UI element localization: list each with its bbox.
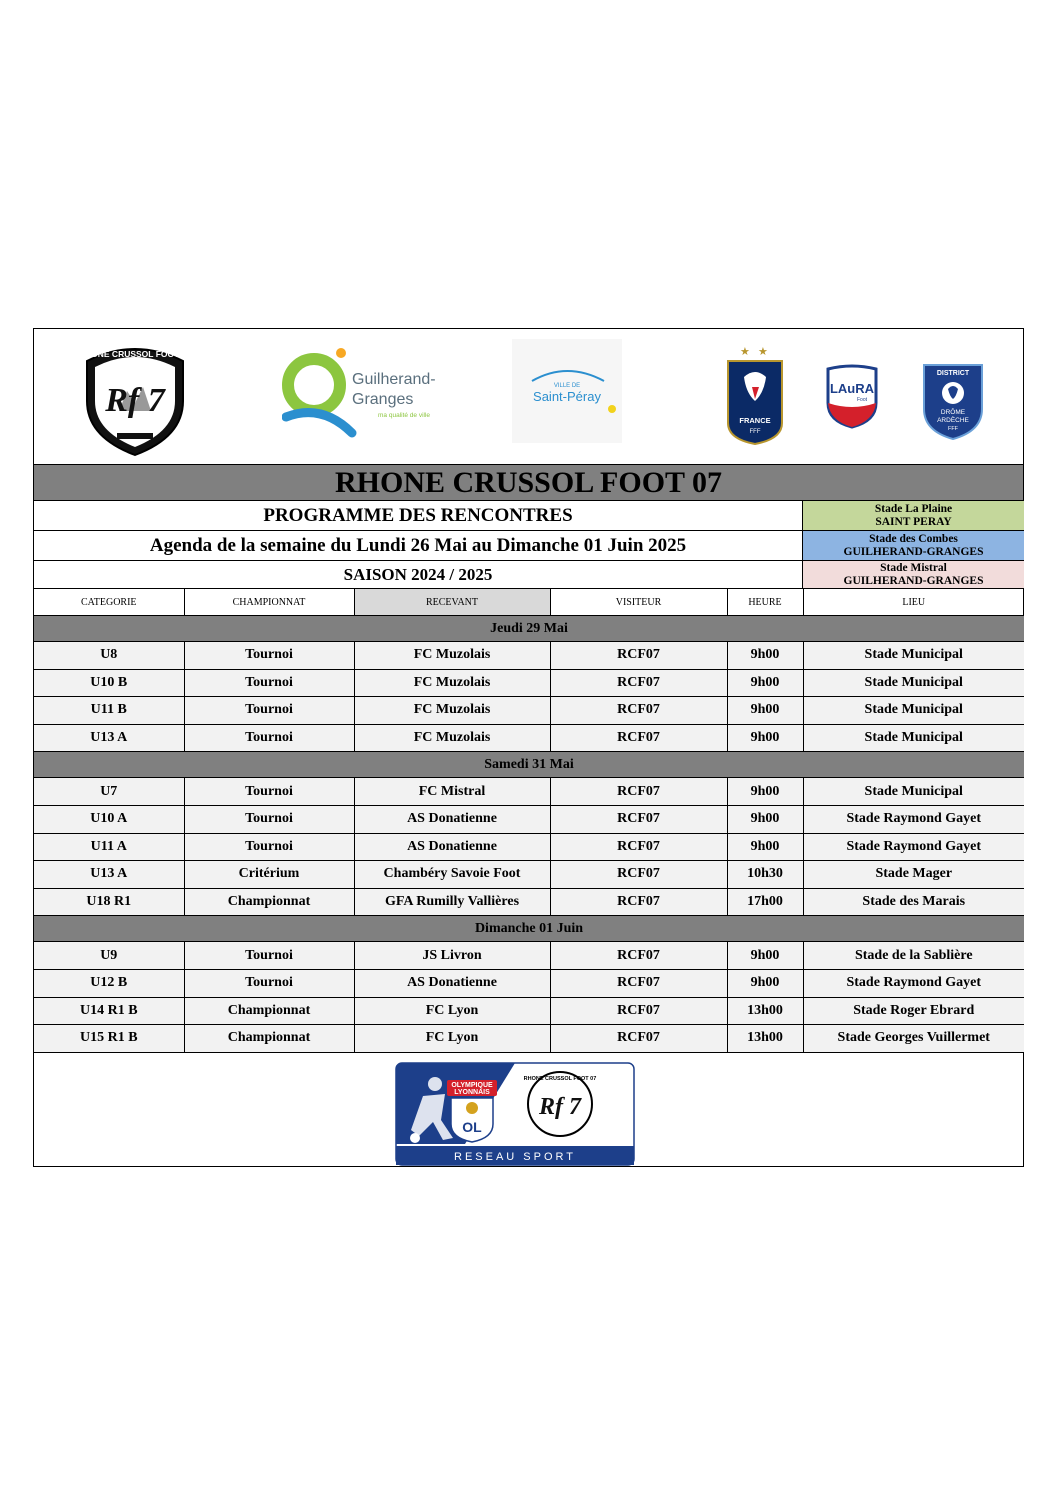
svg-text:OL: OL [462, 1119, 482, 1135]
match-lieu: Stade Mager [803, 861, 1024, 889]
match-visiteur: RCF07 [550, 997, 727, 1025]
col-header-heure: HEURE [727, 589, 803, 616]
match-championnat: Tournoi [184, 778, 354, 806]
match-categorie: U13 A [34, 724, 184, 752]
match-row [34, 888, 1024, 916]
svg-text:DRÔME: DRÔME [940, 409, 966, 416]
match-recevant: FC Muzolais [354, 642, 550, 670]
match-recevant: GFA Rumilly Vallières [354, 888, 550, 916]
svg-text:FRANCE: FRANCE [739, 416, 771, 425]
guilherand-granges-logo [282, 347, 462, 439]
match-visiteur: RCF07 [550, 833, 727, 861]
match-categorie: U7 [34, 778, 184, 806]
venue-name: Stade Mistral [880, 562, 947, 574]
match-recevant: FC Lyon [354, 1025, 550, 1053]
match-recevant: AS Donatienne [354, 833, 550, 861]
match-championnat: Tournoi [184, 942, 354, 970]
match-categorie: U10 B [34, 669, 184, 697]
laura-foot-logo [824, 363, 880, 429]
match-recevant: FC Muzolais [354, 724, 550, 752]
match-visiteur: RCF07 [550, 697, 727, 725]
match-lieu: Stade Raymond Gayet [803, 805, 1024, 833]
district-drome-ardeche-logo [918, 361, 988, 441]
club-title: RHONE CRUSSOL FOOT 07 [34, 464, 1023, 501]
day-label: Jeudi 29 Mai [34, 616, 1024, 642]
match-heure: 9h00 [727, 724, 803, 752]
match-row [34, 778, 1024, 806]
match-heure: 9h00 [727, 778, 803, 806]
match-recevant: Chambéry Savoie Foot [354, 861, 550, 889]
schedule-table [34, 589, 1024, 1053]
programme-heading: PROGRAMME DES RENCONTRES [34, 501, 803, 531]
match-row [34, 997, 1024, 1025]
svg-text:ma qualité de ville: ma qualité de ville [378, 412, 431, 419]
venue-city: GUILHERAND-GRANGES [843, 546, 984, 558]
col-header-championnat: CHAMPIONNAT [184, 589, 354, 616]
match-categorie: U9 [34, 942, 184, 970]
col-header-categorie: CATEGORIE [34, 589, 184, 616]
match-heure: 9h00 [727, 805, 803, 833]
day-label: Dimanche 01 Juin [34, 916, 1024, 942]
svg-text:Saint-Péray: Saint-Péray [533, 389, 601, 404]
match-visiteur: RCF07 [550, 724, 727, 752]
match-visiteur: RCF07 [550, 1025, 727, 1053]
match-lieu: Stade de la Sablière [803, 942, 1024, 970]
match-visiteur: RCF07 [550, 861, 727, 889]
match-heure: 9h00 [727, 669, 803, 697]
match-championnat: Tournoi [184, 969, 354, 997]
svg-text:★: ★ [758, 346, 768, 358]
match-categorie: U15 R1 B [34, 1025, 184, 1053]
venue-name: Stade des Combes [869, 533, 958, 545]
match-championnat: Championnat [184, 1025, 354, 1053]
svg-text:FFF: FFF [749, 429, 761, 435]
match-lieu: Stade Raymond Gayet [803, 833, 1024, 861]
match-categorie: U12 B [34, 969, 184, 997]
match-lieu: Stade des Marais [803, 888, 1024, 916]
fff-france-crest-logo [724, 343, 786, 445]
match-heure: 9h00 [727, 969, 803, 997]
match-championnat: Tournoi [184, 642, 354, 670]
ol-reseau-sport-logo [395, 1062, 635, 1166]
col-header-recevant: RECEVANT [354, 589, 550, 616]
match-lieu: Stade Municipal [803, 724, 1024, 752]
agenda-heading: Agenda de la semaine du Lundi 26 Mai au Dimanche 01 Juin 2025 [34, 531, 803, 561]
venue-legend-combes [803, 531, 1024, 561]
svg-text:DISTRICT: DISTRICT [936, 370, 970, 377]
venue-city: SAINT PERAY [875, 516, 952, 528]
svg-text:LYONNAIS: LYONNAIS [454, 1089, 490, 1096]
match-heure: 13h00 [727, 1025, 803, 1053]
match-championnat: Tournoi [184, 724, 354, 752]
day-header-row [34, 916, 1024, 942]
match-categorie: U8 [34, 642, 184, 670]
match-row [34, 861, 1024, 889]
match-recevant: FC Lyon [354, 997, 550, 1025]
match-categorie: U14 R1 B [34, 997, 184, 1025]
match-recevant: AS Donatienne [354, 805, 550, 833]
svg-text:Rf 7: Rf 7 [539, 1094, 581, 1120]
day-header-row [34, 752, 1024, 778]
svg-text:LAuRA: LAuRA [829, 381, 875, 396]
svg-text:Rf 7: Rf 7 [105, 382, 165, 419]
svg-text:RHÔNE CRUSSOL FOOT 07: RHÔNE CRUSSOL FOOT 07 [79, 349, 191, 359]
match-recevant: JS Livron [354, 942, 550, 970]
venue-legend-la-plaine [803, 501, 1024, 531]
match-championnat: Championnat [184, 888, 354, 916]
match-categorie: U13 A [34, 861, 184, 889]
col-header-lieu: LIEU [803, 589, 1024, 616]
match-lieu: Stade Roger Ebrard [803, 997, 1024, 1025]
match-row [34, 642, 1024, 670]
match-visiteur: RCF07 [550, 805, 727, 833]
svg-text:RESEAU SPORT: RESEAU SPORT [454, 1151, 576, 1163]
match-lieu: Stade Municipal [803, 669, 1024, 697]
match-row [34, 697, 1024, 725]
day-label: Samedi 31 Mai [34, 752, 1024, 778]
match-championnat: Tournoi [184, 833, 354, 861]
day-header-row [34, 616, 1024, 642]
venue-legend-mistral [803, 561, 1024, 589]
match-lieu: Stade Municipal [803, 642, 1024, 670]
svg-text:★: ★ [740, 346, 750, 358]
svg-text:VILLE DE: VILLE DE [553, 383, 581, 389]
match-visiteur: RCF07 [550, 669, 727, 697]
match-row [34, 669, 1024, 697]
match-recevant: FC Muzolais [354, 669, 550, 697]
schedule-sheet [33, 328, 1024, 1167]
match-recevant: FC Muzolais [354, 697, 550, 725]
saint-peray-logo [512, 339, 622, 443]
logo-strip [34, 329, 1023, 464]
match-row [34, 805, 1024, 833]
match-heure: 9h00 [727, 697, 803, 725]
saison-heading: SAISON 2024 / 2025 [34, 561, 803, 589]
match-categorie: U11 A [34, 833, 184, 861]
match-visiteur: RCF07 [550, 969, 727, 997]
match-recevant: FC Mistral [354, 778, 550, 806]
venue-city: GUILHERAND-GRANGES [843, 575, 984, 587]
match-heure: 9h00 [727, 642, 803, 670]
match-categorie: U10 A [34, 805, 184, 833]
match-heure: 17h00 [727, 888, 803, 916]
match-recevant: AS Donatienne [354, 969, 550, 997]
venue-name: Stade La Plaine [874, 503, 953, 515]
match-row [34, 942, 1024, 970]
svg-text:OLYMPIQUE: OLYMPIQUE [451, 1082, 493, 1089]
match-lieu: Stade Municipal [803, 697, 1024, 725]
match-lieu: Stade Georges Vuillermet [803, 1025, 1024, 1053]
match-visiteur: RCF07 [550, 942, 727, 970]
match-row [34, 833, 1024, 861]
match-row [34, 724, 1024, 752]
match-championnat: Tournoi [184, 669, 354, 697]
match-championnat: Tournoi [184, 697, 354, 725]
match-heure: 9h00 [727, 942, 803, 970]
svg-text:Foot: Foot [856, 397, 868, 403]
svg-text:RHONE CRUSSOL FOOT 07: RHONE CRUSSOL FOOT 07 [523, 1076, 597, 1082]
match-categorie: U11 B [34, 697, 184, 725]
match-heure: 10h30 [727, 861, 803, 889]
svg-text:FFF: FFF [947, 426, 959, 432]
match-heure: 9h00 [727, 833, 803, 861]
match-heure: 13h00 [727, 997, 803, 1025]
match-championnat: Tournoi [184, 805, 354, 833]
match-row [34, 969, 1024, 997]
match-lieu: Stade Raymond Gayet [803, 969, 1024, 997]
svg-text:Guilherand-: Guilherand- [352, 371, 436, 388]
column-header-row [34, 589, 1024, 616]
match-visiteur: RCF07 [550, 642, 727, 670]
match-championnat: Critérium [184, 861, 354, 889]
svg-text:ARDÈCHE: ARDÈCHE [937, 417, 969, 424]
svg-text:Granges: Granges [352, 391, 414, 408]
match-categorie: U18 R1 [34, 888, 184, 916]
col-header-visiteur: VISITEUR [550, 589, 727, 616]
match-championnat: Championnat [184, 997, 354, 1025]
match-visiteur: RCF07 [550, 888, 727, 916]
match-visiteur: RCF07 [550, 778, 727, 806]
match-row [34, 1025, 1024, 1053]
match-lieu: Stade Municipal [803, 778, 1024, 806]
rcf07-crest-logo [79, 341, 191, 457]
